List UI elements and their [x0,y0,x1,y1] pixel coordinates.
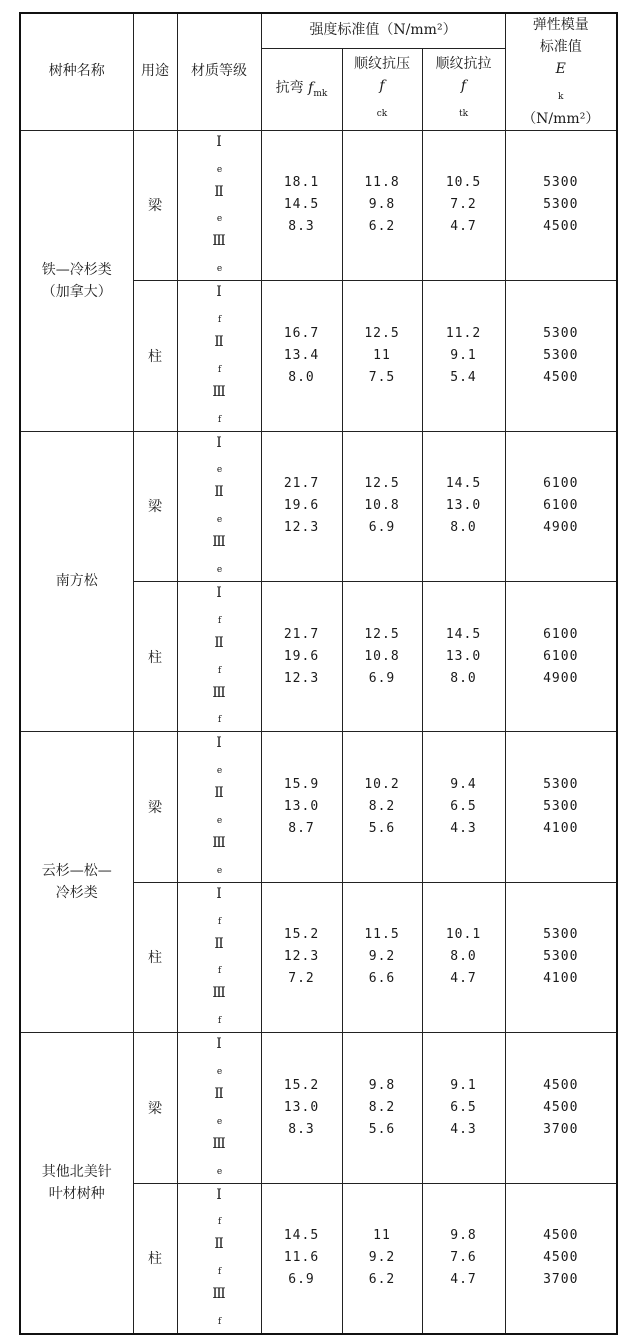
value: 5300 [543,927,579,943]
value: 11.6 [283,1250,320,1266]
value: 8.0 [450,520,477,536]
grade-label: Ⅲ $_f$ [212,985,226,1027]
grade-label: Ⅱ $_e$ [214,1085,224,1127]
bending-value-cell [261,431,342,581]
value: 6.9 [368,670,396,686]
grade-label: Ⅰ $_f$ [216,885,222,927]
header-usage: 用途 [133,13,177,130]
value: 19.6 [283,648,320,664]
species-name-line: 南方松 [55,573,98,590]
value: 12.3 [283,520,320,536]
value: 4.3 [450,821,477,837]
value: 4500 [543,369,579,385]
bending-value-cell [261,1183,342,1334]
usage-cell: 梁 [133,1033,177,1183]
modulus-value-cell [505,130,617,280]
grade-label: Ⅰ $_e$ [216,434,223,476]
grade-label: Ⅰ $_f$ [216,584,222,626]
usage-cell: 柱 [133,1183,177,1334]
compression-value-cell [342,1033,422,1183]
value: 14.5 [445,626,482,642]
bending-value-cell [261,130,342,280]
value: 10.2 [364,777,400,793]
value: 14.5 [283,1228,320,1244]
header-compression: 顺纹抗压 f $_{ck}$ [342,48,422,130]
grade-cell [177,1183,261,1334]
value: 4.3 [450,1121,477,1137]
grade-cell [177,431,261,581]
compression-value-cell [342,882,422,1032]
value: 11.8 [364,175,400,191]
value: 10.8 [364,498,400,514]
usage-cell: 梁 [133,732,177,882]
value: 18.1 [283,175,320,191]
species-name-line: 叶材树种 [48,1186,105,1203]
grade-label: Ⅱ $_e$ [214,183,224,225]
value: 5300 [543,799,579,815]
value: 4.7 [450,971,477,987]
value: 10.1 [445,927,482,943]
table-row [20,130,617,280]
grade-label: Ⅲ $_e$ [212,1135,226,1177]
tension-value-cell [422,1033,505,1183]
value: 4100 [543,971,579,987]
value: 6.5 [450,799,477,815]
grade-label: Ⅱ $_e$ [214,785,224,826]
tension-value-cell [422,732,505,882]
value: 13.4 [283,347,320,363]
bending-value-cell [261,732,342,882]
tension-value-cell [422,281,505,431]
value: 9.4 [450,777,477,793]
usage-cell: 梁 [133,130,177,280]
value: 8.2 [368,1099,396,1115]
strength-table [19,12,618,1335]
grade-label: Ⅲ $_e$ [212,534,226,575]
value: 4900 [543,670,579,686]
value: 8.0 [450,670,477,686]
species-name-line: 冷杉类 [55,885,98,902]
tension-value-cell [422,130,505,280]
species-name-line: 铁—冷杉类 [41,261,112,278]
value: 11 [373,1228,391,1244]
value: 6.2 [368,1272,396,1288]
value: 4500 [543,1228,579,1244]
value: 13.0 [283,1099,320,1115]
bending-value-cell [261,281,342,431]
modulus-value-cell [505,1033,617,1183]
modulus-value-cell [505,431,617,581]
species-name-cell [20,130,133,431]
value: 6100 [543,476,579,492]
usage-cell: 柱 [133,882,177,1032]
value: 19.6 [283,498,320,514]
grade-label: Ⅰ $_e$ [216,735,223,777]
value: 13.0 [283,799,320,815]
modulus-value-cell [505,281,617,431]
value: 8.0 [288,369,315,385]
value: 7.5 [368,369,396,385]
value: 12.5 [364,476,400,492]
header-bending: 抗弯 $f_{mk}$ [261,48,342,130]
modulus-value-cell [505,581,617,731]
value: 4900 [543,520,579,536]
compression-value-cell [342,130,422,280]
value: 9.1 [450,1077,477,1093]
grade-label: Ⅱ $_f$ [214,634,224,676]
value: 9.2 [368,1250,396,1266]
value: 8.7 [288,821,315,837]
bending-value-cell [261,882,342,1032]
value: 12.5 [364,626,400,642]
grade-label: Ⅱ $_f$ [214,1236,224,1278]
grade-label: Ⅰ $_e$ [216,1036,223,1077]
grade-label: Ⅱ $_f$ [214,333,224,375]
value: 5300 [543,325,579,341]
value: 4.7 [450,1272,477,1288]
grade-label: Ⅲ $_e$ [212,233,226,275]
grade-label: Ⅲ $_f$ [212,1286,226,1327]
value: 6.9 [288,1272,315,1288]
species-name-cell [20,431,133,732]
species-name-cell [20,732,133,1033]
header-modulus [505,13,617,130]
species-name-cell [20,1033,133,1334]
header-modulus-line2: 标准值 [539,39,582,55]
value: 5300 [543,347,579,363]
value: 4.7 [450,219,477,235]
grade-label: Ⅲ $_f$ [212,383,226,425]
value: 21.7 [283,476,320,492]
value: 21.7 [283,626,320,642]
value: 6.6 [368,971,396,987]
modulus-value-cell [505,882,617,1032]
usage-cell: 梁 [133,431,177,581]
header-grade: 材质等级 [177,13,261,130]
value: 5.4 [450,369,477,385]
value: 10.5 [445,175,482,191]
grade-label: Ⅲ $_f$ [212,684,226,726]
tension-value-cell [422,882,505,1032]
value: 10.8 [364,648,400,664]
value: 5300 [543,949,579,965]
value: 7.2 [450,197,477,213]
value: 5.6 [368,821,396,837]
compression-value-cell [342,581,422,731]
usage-cell: 柱 [133,581,177,731]
value: 3700 [543,1121,579,1137]
grade-cell [177,732,261,882]
value: 12.3 [283,949,320,965]
grade-cell [177,1033,261,1183]
tension-value-cell [422,581,505,731]
header-modulus-line1: 弹性模量 [532,17,589,33]
value: 16.7 [283,325,320,341]
value: 5300 [543,777,579,793]
value: 9.2 [368,949,396,965]
species-name-line: 其他北美针 [41,1164,112,1181]
value: 11 [373,347,391,363]
value: 9.8 [368,1077,396,1093]
value: 6100 [543,648,579,664]
usage-cell: 柱 [133,281,177,431]
value: 15.2 [283,1077,320,1093]
value: 12.5 [364,325,400,341]
value: 4500 [543,1250,579,1266]
value: 11.5 [364,927,400,943]
value: 6100 [543,498,579,514]
value: 4100 [543,821,579,837]
table-row [20,1033,617,1183]
grade-label: Ⅰ $_e$ [216,133,223,175]
bending-value-cell [261,1033,342,1183]
modulus-value-cell [505,1183,617,1334]
modulus-value-cell [505,732,617,882]
grade-label: Ⅲ $_e$ [212,834,226,876]
grade-label: Ⅱ $_f$ [214,935,224,977]
compression-value-cell [342,431,422,581]
value: 7.2 [288,971,315,987]
value: 15.2 [283,927,320,943]
grade-cell [177,882,261,1032]
bending-value-cell [261,581,342,731]
value: 5.6 [368,1121,396,1137]
header-tension: 顺纹抗拉 f $_{tk}$ [422,48,505,130]
grade-cell [177,581,261,731]
value: 3700 [543,1272,579,1288]
grade-label: Ⅰ $_f$ [216,284,222,325]
value: 14.5 [445,476,482,492]
value: 6.5 [450,1099,477,1115]
table-body [20,130,617,1334]
value: 9.8 [450,1228,477,1244]
species-name-line: 云杉—松— [41,863,112,880]
value: 9.8 [368,197,396,213]
value: 12.3 [283,670,320,686]
grade-label: Ⅱ $_e$ [214,484,224,526]
grade-label: Ⅰ $_f$ [216,1186,222,1228]
species-name-line: （加拿大） [41,283,112,300]
value: 4500 [543,219,579,235]
header-modulus-unit: （N/mm²） [522,110,600,127]
compression-value-cell [342,1183,422,1334]
value: 8.0 [450,949,477,965]
compression-value-cell [342,732,422,882]
table-row [20,431,617,581]
value: 15.9 [283,777,320,793]
tension-value-cell [422,1183,505,1334]
value: 5300 [543,175,579,191]
value: 8.3 [288,219,315,235]
value: 13.0 [445,648,482,664]
value: 5300 [543,197,579,213]
value: 6.9 [368,520,396,536]
value: 4500 [543,1077,579,1093]
header-row-top [20,13,617,48]
tension-value-cell [422,431,505,581]
value: 4500 [543,1099,579,1115]
value: 8.3 [288,1121,315,1137]
value: 11.2 [445,325,482,341]
table-row [20,732,617,882]
grade-cell [177,130,261,280]
value: 13.0 [445,498,482,514]
value: 6.2 [368,219,396,235]
value: 14.5 [283,197,320,213]
header-species: 树种名称 [20,13,133,130]
header-strength-group: 强度标准值（N/mm²） [261,13,505,48]
grade-cell [177,281,261,431]
compression-value-cell [342,281,422,431]
value: 6100 [543,626,579,642]
value: 7.6 [450,1250,477,1266]
value: 8.2 [368,799,396,815]
value: 9.1 [450,347,477,363]
header-modulus-symbol: E $_k$ [555,61,566,102]
